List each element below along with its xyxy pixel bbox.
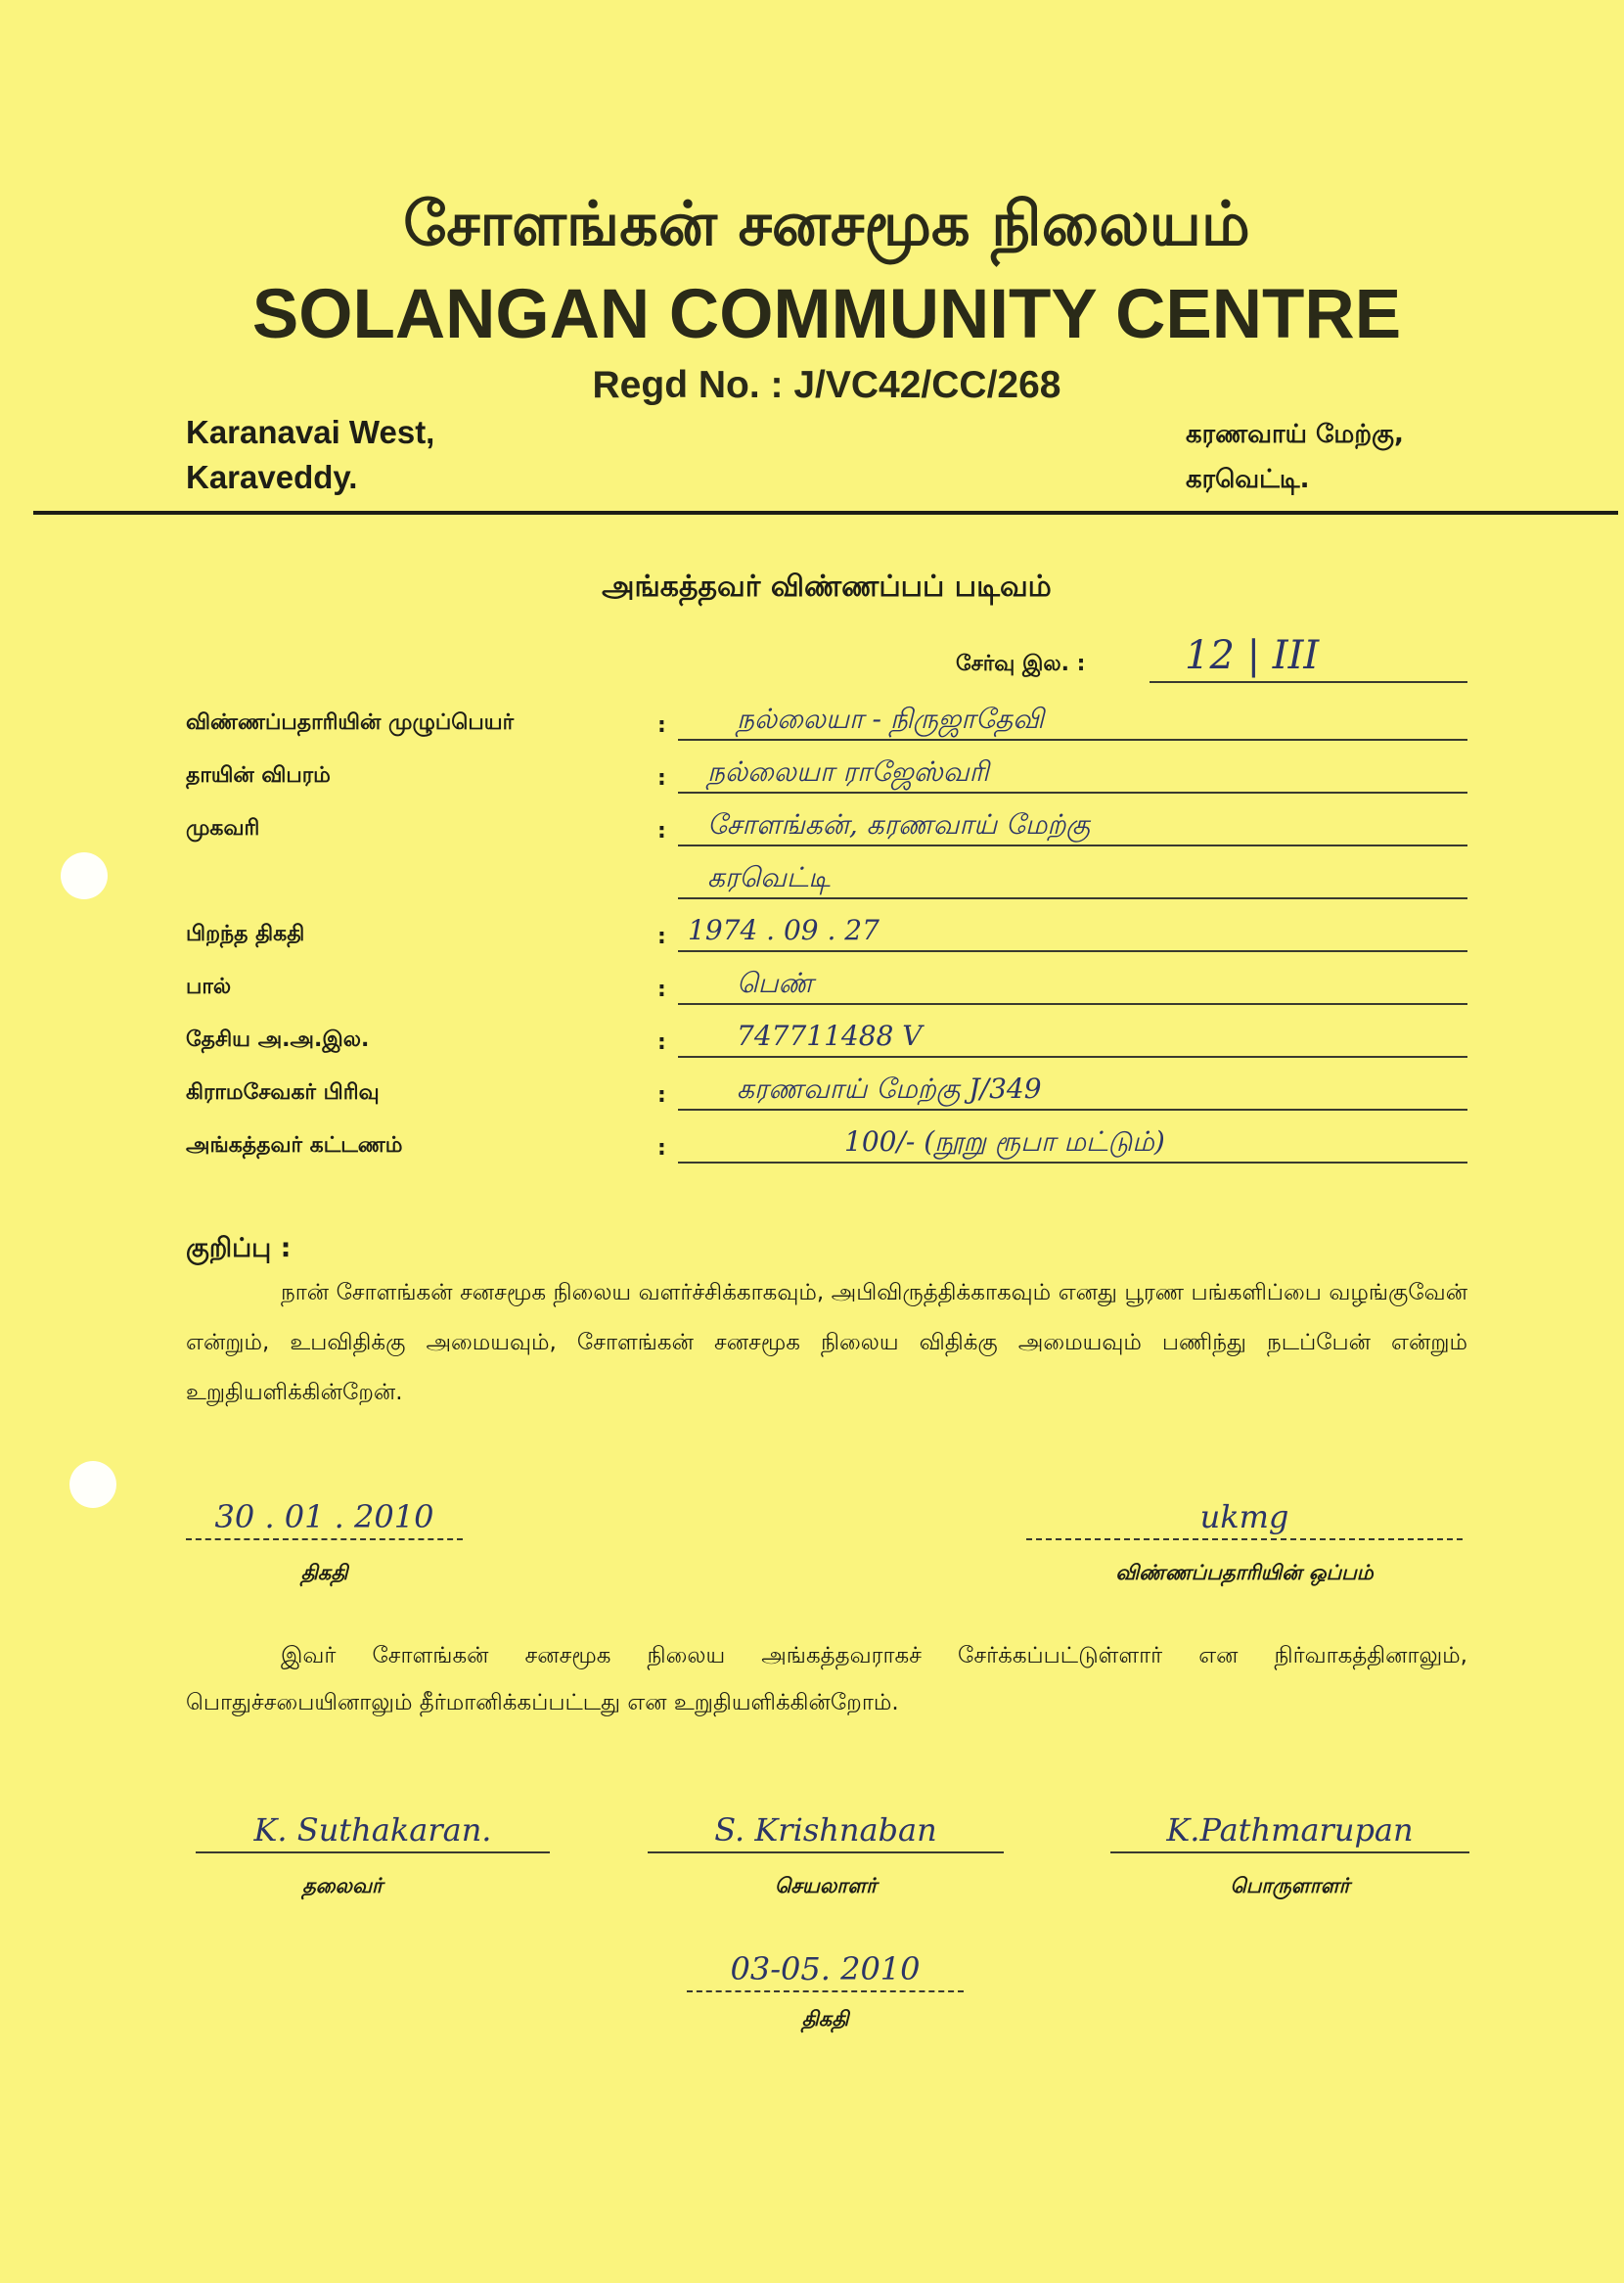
punch-hole <box>61 852 108 899</box>
applicant-signature-label: விண்ணப்பதாரியின் ஒப்பம் <box>1115 1561 1374 1584</box>
field-line <box>678 905 1467 952</box>
applicant-date-label: திகதி <box>300 1561 348 1584</box>
field-line <box>678 799 1467 846</box>
field-label: தாயின் விபரம் <box>186 763 331 788</box>
organization-title-english: SOLANGAN COMMUNITY CENTRE <box>251 276 1402 353</box>
field-separator: : <box>657 978 666 1002</box>
membership-number-label: சேர்வு இல. : <box>956 652 1086 676</box>
field-row-sex <box>186 957 1467 1010</box>
approval-paragraph: இவர் சோளங்கன் சனசமூக நிலைய அங்கத்தவராகச் சேர்க்கப்பட்டுள்ளார் என நிர்வாகத்தினாலும், பொதுச்சபையினாலும் தீர்மானிக்கப்பட்டது என உறுதியளிக்கின்றோம். <box>186 1643 1467 1715</box>
field-line <box>678 958 1467 1005</box>
field-label: பால் <box>186 975 232 999</box>
registration-number: Regd No. : J/VC42/CC/268 <box>592 364 1061 406</box>
organization-title-tamil: சோளங்கன் சனசமூக நிலையம் <box>403 188 1250 259</box>
field-label: கிராமசேவகர் பிரிவு <box>186 1080 380 1105</box>
applicant-date-value: 30 . 01 . 2010 <box>214 1498 434 1535</box>
note-heading: குறிப்பு : <box>186 1233 292 1263</box>
treasurer-signature: K.Pathmarupan <box>1166 1811 1414 1849</box>
applicant-signature: ukmg <box>1199 1498 1289 1535</box>
field-value: பெண் <box>737 967 814 999</box>
field-separator: : <box>657 766 666 791</box>
field-line <box>678 1117 1467 1164</box>
membership-number-line <box>1150 628 1467 683</box>
applicant-date-line <box>186 1487 463 1540</box>
field-label-empty <box>186 896 657 904</box>
field-row-date-of-birth <box>186 904 1467 957</box>
field-separator: : <box>657 1030 666 1055</box>
field-row-address <box>186 799 1467 851</box>
field-label: அங்கத்தவர் கட்டணம் <box>186 1133 403 1158</box>
field-value: 1974 . 09 . 27 <box>688 914 880 946</box>
field-separator: : <box>657 1083 666 1108</box>
field-label: முகவரி <box>186 816 260 841</box>
field-row-mother-details <box>186 746 1467 799</box>
field-row-membership-fee <box>186 1116 1467 1168</box>
field-line <box>678 852 1467 899</box>
president-label: தலைவர் <box>301 1874 383 1897</box>
field-value: நல்லையா - நிருஜாதேவி <box>737 703 1044 735</box>
address-english-line1: Karanavai West, <box>186 414 435 450</box>
field-row-address-line2 <box>186 851 1467 904</box>
address-tamil-line2: கரவெட்டி. <box>1186 465 1310 494</box>
declaration-paragraph: நான் சோளங்கன் சனசமூக நிலைய வளர்ச்சிக்காகவும், அபிவிருத்திக்காகவும் எனது பூரண பங்களிப்பை வழங்குவேன் என்றும், உபவிதிக்கு அமையவும், சோளங்கன் சனசமூக நிலைய விதிக்கு அமையவும் பணிந்து நடப்பேன் என்றும் உறுதியளிக்கின்றேன். <box>186 1280 1467 1405</box>
field-separator: : <box>657 925 666 949</box>
field-row-gs-division <box>186 1063 1467 1116</box>
address-english-line2: Karaveddy. <box>186 459 358 495</box>
field-separator: : <box>657 819 666 844</box>
field-line <box>678 694 1467 741</box>
field-line <box>678 747 1467 794</box>
president-signature: K. Suthakaran. <box>253 1811 492 1849</box>
field-separator: : <box>657 1136 666 1161</box>
field-value: கரவெட்டி <box>707 861 831 893</box>
field-value: 747711488 V <box>737 1020 923 1052</box>
header-divider <box>33 511 1618 515</box>
approval-date-line <box>687 1940 964 1992</box>
field-row-full-name <box>186 693 1467 746</box>
field-separator-empty <box>657 896 678 904</box>
field-separator: : <box>657 713 666 738</box>
membership-number-field <box>956 634 1467 687</box>
form-title: அங்கத்தவர் விண்ணப்பப் படிவம் <box>602 570 1052 604</box>
field-line <box>678 1011 1467 1058</box>
secretary-label: செயலாளர் <box>774 1874 878 1897</box>
field-line <box>678 1064 1467 1111</box>
field-value: 100/- (நூறு ரூபா மட்டும்) <box>844 1125 1165 1158</box>
field-label: தேசிய அ.அ.இல. <box>186 1027 370 1052</box>
applicant-details <box>186 693 1467 1168</box>
applicant-signature-line <box>1026 1487 1463 1540</box>
membership-number-value: 12 | III <box>1185 633 1320 678</box>
secretary-signature-line <box>648 1801 1004 1853</box>
field-row-nic <box>186 1010 1467 1063</box>
field-value: நல்லையா ராஜேஸ்வரி <box>707 755 989 788</box>
field-label: பிறந்த திகதி <box>186 922 305 946</box>
treasurer-signature-line <box>1110 1801 1469 1853</box>
address-tamil-line1: கரணவாய் மேற்கு, <box>1186 420 1404 449</box>
president-signature-line <box>196 1801 550 1853</box>
punch-hole <box>69 1461 116 1508</box>
treasurer-label: பொருளாளர் <box>1230 1874 1350 1897</box>
secretary-signature: S. Krishnaban <box>714 1811 937 1849</box>
approval-date-label: திகதி <box>801 2007 849 2031</box>
field-label: விண்ணப்பதாரியின் முழுப்பெயர் <box>186 710 515 735</box>
approval-date-value: 03-05. 2010 <box>730 1950 921 1987</box>
field-value: சோளங்கன், கரணவாய் மேற்கு <box>707 808 1091 841</box>
field-value: கரணவாய் மேற்கு J/349 <box>737 1073 1042 1105</box>
